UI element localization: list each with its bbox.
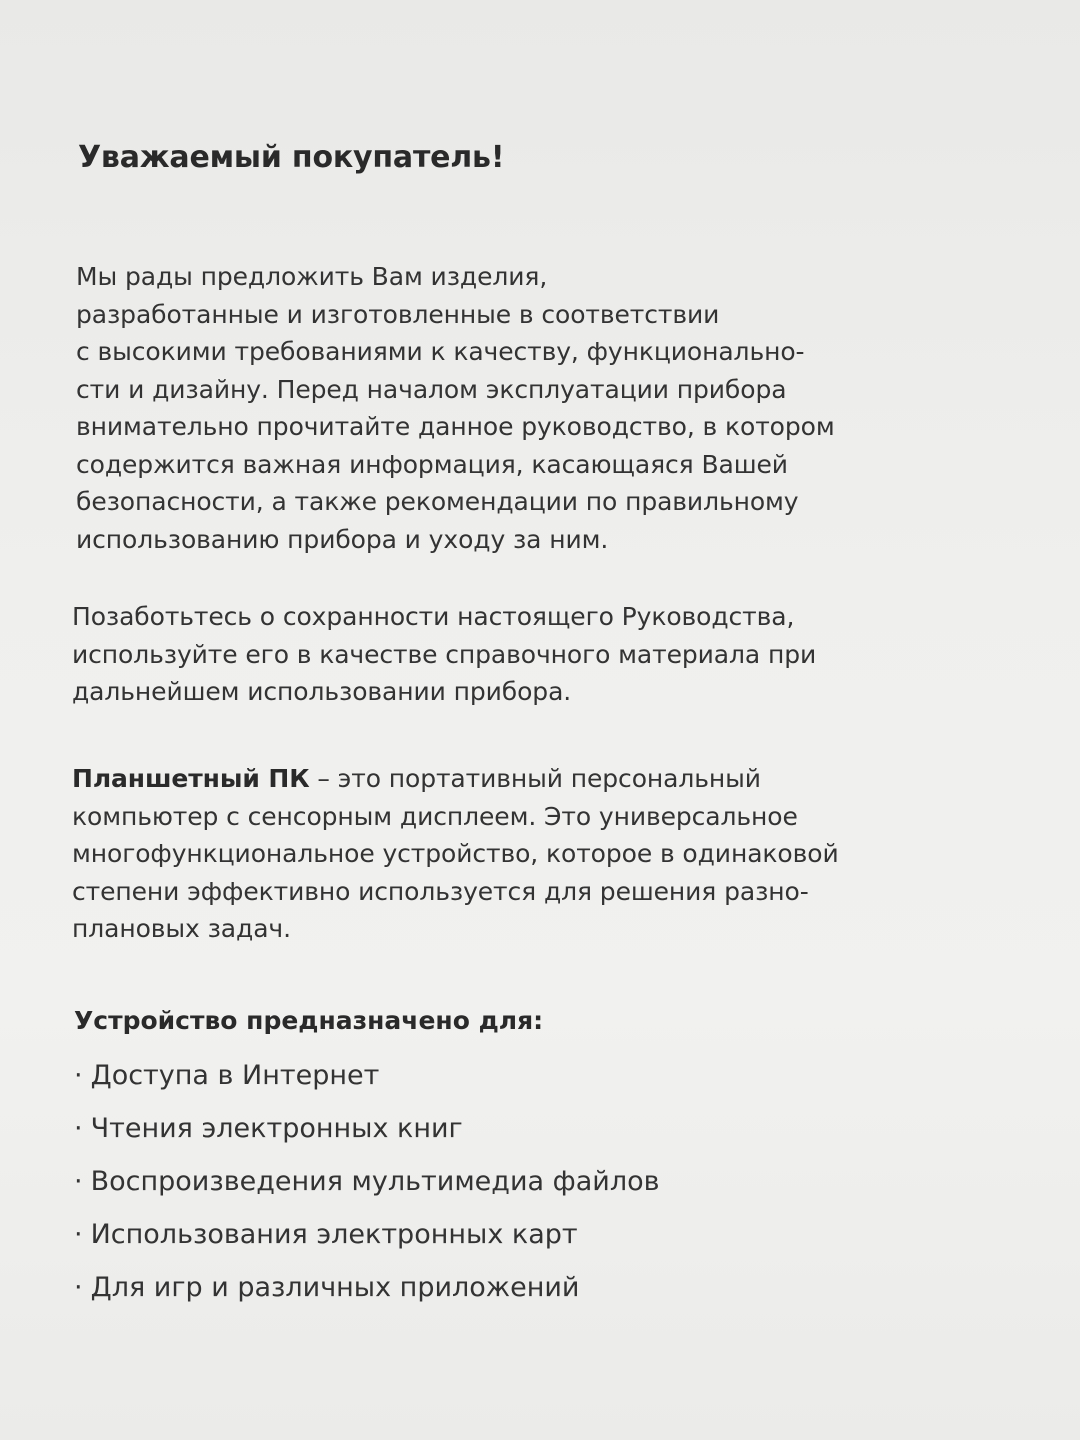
list-item bbox=[74, 1266, 660, 1319]
intro-line: Мы рады предложить Вам изделия, bbox=[76, 262, 548, 291]
list-item bbox=[74, 1213, 660, 1266]
tablet-term: Планшетный ПК bbox=[72, 764, 310, 793]
list-item-text: Воспроизведения мультимедиа файлов bbox=[90, 1166, 660, 1197]
list-item bbox=[74, 1054, 660, 1107]
bullet-icon: · bbox=[74, 1166, 83, 1197]
bullet-icon: · bbox=[74, 1060, 83, 1091]
tablet-definition-start: – это портативный персональный bbox=[309, 764, 761, 793]
tablet-description-paragraph bbox=[72, 760, 839, 948]
intro-line: безопасности, а также рекомендации по правильному bbox=[76, 487, 799, 516]
bullet-icon: · bbox=[74, 1219, 83, 1250]
tablet-description-line: степени эффективно используется для решения разно- bbox=[72, 876, 809, 906]
tablet-description-line bbox=[72, 760, 839, 798]
tablet-description-line: компьютер с сенсорным дисплеем. Это универсальное bbox=[72, 801, 798, 831]
keep-manual-line: дальнейшем использовании прибора. bbox=[72, 677, 572, 706]
bullet-icon: · bbox=[74, 1113, 83, 1144]
list-item-text: Для игр и различных приложений bbox=[90, 1272, 580, 1303]
list-item bbox=[74, 1107, 660, 1160]
tablet-description-line: плановых задач. bbox=[72, 914, 291, 943]
list-item-text: Использования электронных карт bbox=[90, 1219, 578, 1250]
greeting-heading: Уважаемый покупатель! bbox=[78, 140, 505, 175]
list-item-text: Доступа в Интернет bbox=[90, 1060, 380, 1091]
list-item bbox=[74, 1160, 660, 1213]
intro-line: разработанные и изготовленные в соответствии bbox=[76, 299, 720, 329]
intro-line: с высокими требованиями к качеству, функционально- bbox=[76, 337, 805, 366]
intro-line: использованию прибора и уходу за ним. bbox=[76, 524, 609, 554]
purpose-heading: Устройство предназначено для: bbox=[74, 1006, 544, 1035]
intro-paragraph bbox=[76, 258, 835, 558]
keep-manual-line: Позаботьтесь о сохранности настоящего Руководства, bbox=[72, 602, 795, 631]
intro-line: содержится важная информация, касающаяся Вашей bbox=[76, 449, 788, 479]
keep-manual-paragraph bbox=[72, 598, 816, 711]
keep-manual-line: используйте его в качестве справочного материала при bbox=[72, 639, 817, 669]
tablet-description-line: многофункциональное устройство, которое в одинаковой bbox=[72, 839, 839, 868]
bullet-icon: · bbox=[74, 1272, 83, 1303]
intro-line: внимательно прочитайте данное руководство, в котором bbox=[76, 412, 835, 441]
list-item-text: Чтения электронных книг bbox=[90, 1113, 463, 1144]
intro-line: сти и дизайну. Перед началом эксплуатации прибора bbox=[76, 374, 787, 404]
purpose-list bbox=[74, 1054, 660, 1319]
